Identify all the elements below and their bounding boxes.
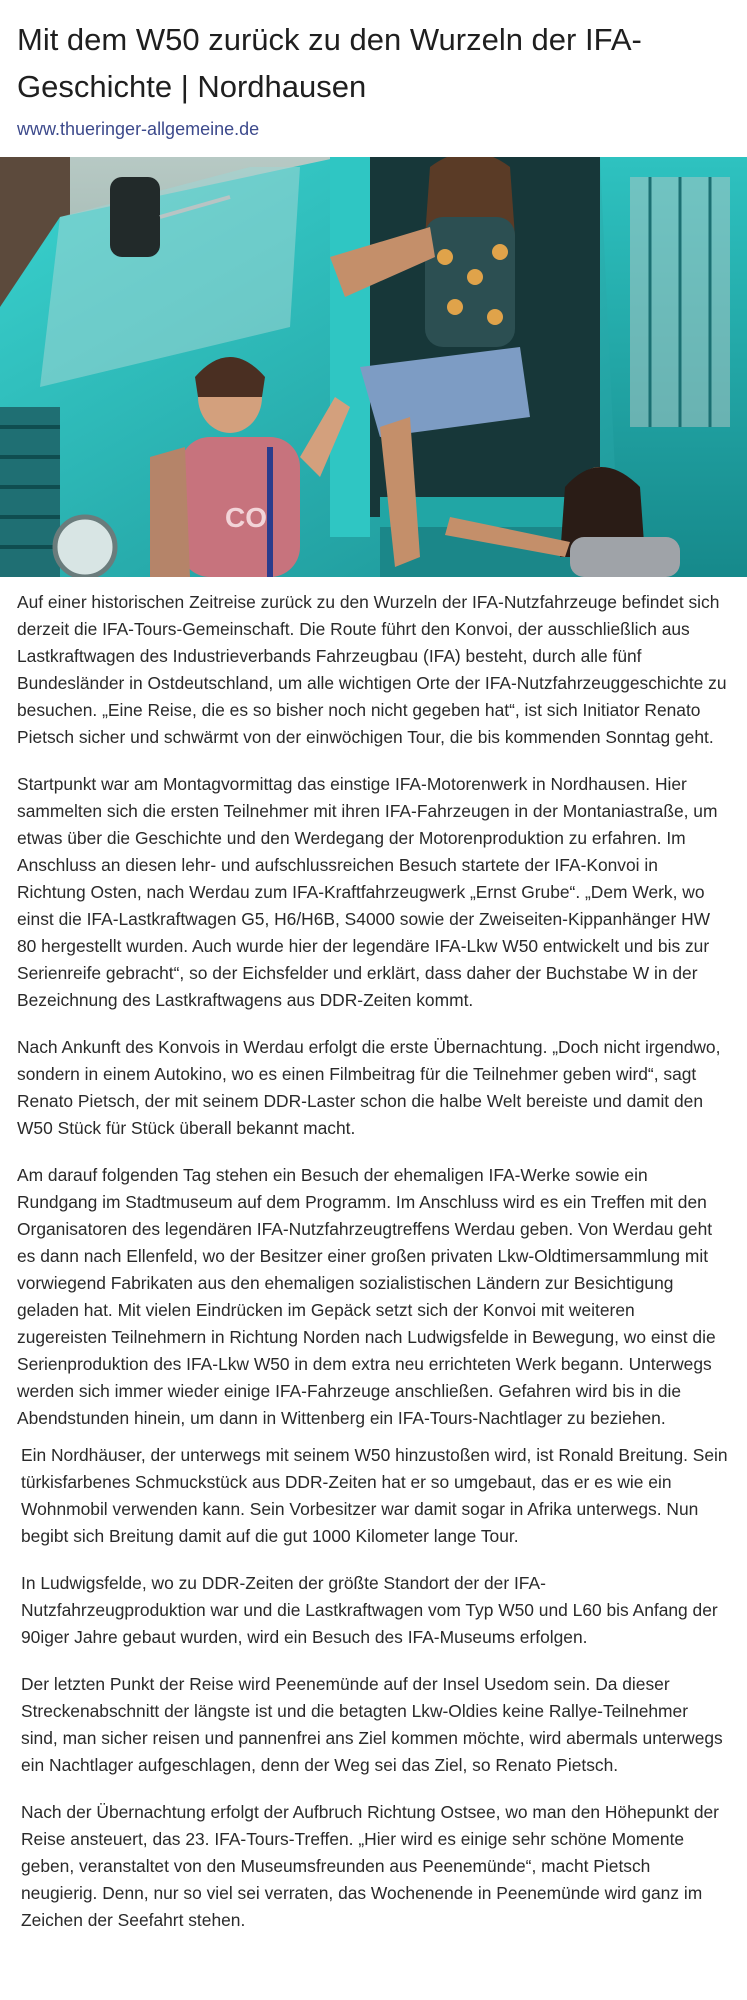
paragraph: Startpunkt war am Montagvormittag das einstige IFA-Motorenwerk in Nordhausen. Hier sammelten sich die ersten Teilnehmer mit ihren IFA-Fahrzeugen in der Montaniastraße, um etwas über die Geschichte und den Werdegang der Motorenproduktion zu erfahren. Im Anschluss an diesen lehr- und aufschlussreichen Besuch startete der IFA-Konvoi in Richtung Osten, nach Werdau zum IFA-Kraftfahrzeugwerk „Ernst Grube“. „Dem Werk, wo einst die IFA-Lastkraftwagen G5, H6/H6B, S4000 sowie der Zweiseiten-Kippanhänger HW 80 hergestellt wurden. Auch wurde hier der legendäre IFA-Lkw W50 entwickelt und bis zur Serienreife gebracht“, so der Eichsfelder und erklärt, dass daher der Buchstabe W in der Bezeichnung des Lastkraftwagens aus DDR-Zeiten kommt. xyxy=(17,774,718,1010)
paragraph: In Ludwigsfelde, wo zu DDR-Zeiten der größte Standort der der IFA-Nutzfahrzeugproduktion war und die Lastkraftwagen vom Typ W50 und L60 bis Anfang der 90iger Jahre gebaut wurden, wird ein Besuch des IFA-Museums erfolgen. xyxy=(21,1573,718,1647)
paragraph: Am darauf folgenden Tag stehen ein Besuch der ehemaligen IFA-Werke sowie ein Rundgang im Stadtmuseum auf dem Programm. Im Anschluss wird es ein Treffen mit den Organisatoren des legendären IFA-Nutzfahrzeugtreffens Werdau geben. Von Werdau geht es dann nach Ellenfeld, wo der Besitzer einer großen privaten Lkw-Oldtimersammlung mit vorwiegend Fabrikaten aus den ehemaligen sozialistischen Ländern zur Besichtigung geladen hat. Mit vielen Eindrücken im Gepäck setzt sich der Konvoi mit weiteren zugereisten Teilnehmern in Richtung Norden nach Ludwigsfelde in Bewegung, wo einst die Serienproduktion des IFA-Lkw W50 in dem extra neu errichteten Werk begann. Unterwegs werden sich immer wieder einige IFA-Fahrzeuge anschließen. Gefahren wird bis in die Abendstunden hinein, um dann in Wittenberg ein IFA-Tours-Nachtlager zu beziehen. xyxy=(17,1165,716,1428)
paragraph: Auf einer historischen Zeitreise zurück zu den Wurzeln der IFA-Nutzfahrzeuge befindet sich derzeit die IFA-Tours-Gemeinschaft. Die Route führt den Konvoi, der ausschließlich aus Lastkraftwagen des Industrieverbands Fahrzeugbau (IFA) besteht, durch alle fünf Bundesländer in Ostdeutschland, um alle wichtigen Orte der IFA-Nutzfahrzeuggeschichte zu besuchen. „Eine Reise, die es so bisher noch nicht gegeben hat“, ist sich Initiator Renato Pietsch sicher und schwärmt von der einwöchigen Tour, die bis kommenden Sonntag geht. xyxy=(17,592,727,747)
paragraph: Ein Nordhäuser, der unterwegs mit seinem W50 hinzustoßen wird, ist Ronald Breitung. Sein türkisfarbenes Schmuckstück aus DDR-Zeiten hat er so umgebaut, das er es wie ein Wohnmobil verwenden kann. Sein Vorbesitzer war damit sogar in Afrika unterwegs. Nun begibt sich Breitung damit auf die gut 1000 Kilometer lange Tour. xyxy=(21,1445,728,1546)
source-link[interactable]: www.thueringer-allgemeine.de xyxy=(17,119,260,139)
paragraph: Nach Ankunft des Konvois in Werdau erfolgt die erste Übernachtung. „Doch nicht irgendwo, sondern in einem Autokino, wo es einen Filmbeitrag für die Teilnehmer geben wird“, sagt Renato Pietsch, der mit seinem DDR-Laster schon die halbe Welt bereiste und damit den W50 Stück für Stück überall bekannt macht. xyxy=(17,1037,721,1138)
paragraph: Der letzten Punkt der Reise wird Peenemünde auf der Insel Usedom sein. Da dieser Streckenabschnitt der längste ist und die betagten Lkw-Oldies keine Rallye-Teilnehmer sind, man sicher reisen und pannenfrei ans Ziel kommen möchte, wird abermals unterwegs ein Nachtlager aufgeschlagen, denn der Weg sei das Ziel, so Renato Pietsch. xyxy=(21,1674,723,1775)
article-body xyxy=(0,577,747,1934)
svg-text:CO: CO xyxy=(225,502,267,533)
hero-image xyxy=(0,157,747,577)
page-title: Mit dem W50 zurück zu den Wurzeln der IFA-Geschichte | Nordhausen xyxy=(17,22,642,104)
truck-photo xyxy=(0,157,747,577)
paragraph: Nach der Übernachtung erfolgt der Aufbruch Richtung Ostsee, wo man den Höhepunkt der Reise ansteuert, das 23. IFA-Tours-Treffen. „Hier wird es einige sehr schöne Momente geben, veranstaltet von den Museumsfreunden aus Peenemünde“, macht Pietsch neugierig. Denn, nur so viel sei verraten, das Wochenende in Peenemünde wird ganz im Zeichen der Seefahrt stehen. xyxy=(21,1802,719,1930)
